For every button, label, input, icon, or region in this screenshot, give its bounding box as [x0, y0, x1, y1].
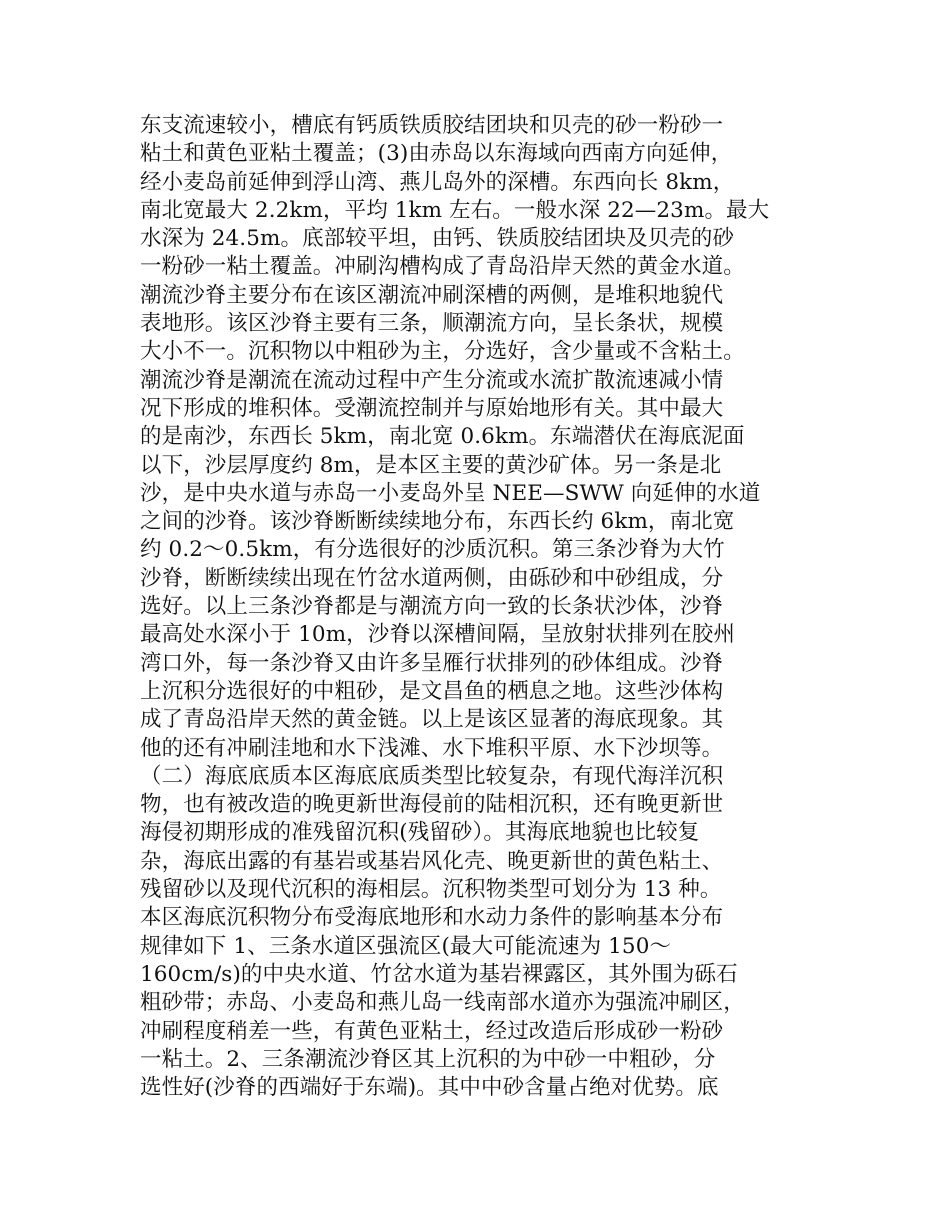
text-line: 表地形。该区沙脊主要有三条，顺潮流方向，呈长条状，规模	[140, 311, 724, 337]
text-line: 大小不一。沉积物以中粗砂为主，分选好，含少量或不含粘土。	[140, 339, 745, 365]
text-line: 沙脊，断断续续出现在竹岔水道两侧，由砾砂和中砂组成，分	[140, 565, 724, 591]
text-line: （二）海底底质本区海底底质类型比较复杂，有现代海洋沉积	[140, 763, 724, 789]
text-line: 一粉砂一粘土覆盖。冲刷沟槽构成了青岛沿岸天然的黄金水道。	[140, 254, 745, 280]
text-line: 残留砂以及现代沉积的海相层。沉积物类型可划分为 13 种。	[140, 877, 722, 903]
text-line: 约 0.2～0.5km，有分选很好的沙质沉积。第三条沙脊为大竹	[140, 537, 725, 563]
text-line: 杂，海底出露的有基岩或基岩风化壳、晚更新世的黄色粘土、	[140, 848, 724, 874]
text-line: 粗砂带；赤岛、小麦岛和燕儿岛一线南部水道亦为强流冲刷区，	[140, 990, 745, 1016]
text-line: 的是南沙，东西长 5km，南北宽 0.6km。东端潜伏在海底泥面	[140, 424, 745, 450]
text-line: 湾口外，每一条沙脊又由许多呈雁行状排列的砂体组成。沙脊	[140, 650, 724, 676]
text-line: 一粘土。2、三条潮流沙脊区其上沉积的为中砂一中粗砂，分	[140, 1046, 716, 1072]
text-line: 经小麦岛前延伸到浮山湾、燕儿岛外的深槽。东西向长 8km，	[140, 169, 735, 195]
body-text	[140, 112, 830, 1102]
text-line: 规律如下 1、三条水道区强流区(最大可能流速为 150～	[140, 933, 672, 959]
text-line: 成了青岛沿岸天然的黄金链。以上是该区显著的海底现象。其	[140, 707, 724, 733]
text-line: 之间的沙脊。该沙脊断断续续地分布，东西长约 6km，南北宽	[140, 509, 735, 535]
text-line: 况下形成的堆积体。受潮流控制并与原始地形有关。其中最大	[140, 395, 724, 421]
text-line: 他的还有冲刷洼地和水下浅滩、水下堆积平原、水下沙坝等。	[140, 735, 724, 761]
text-line: 潮流沙脊主要分布在该区潮流冲刷深槽的两侧，是堆积地貌代	[140, 282, 724, 308]
text-line: 最高处水深小于 10m，沙脊以深槽间隔，呈放射状排列在胶州	[140, 622, 735, 648]
text-line: 冲刷程度稍差一些，有黄色亚粘土，经过改造后形成砂一粉砂	[140, 1018, 724, 1044]
text-line: 东支流速较小，槽底有钙质铁质胶结团块和贝壳的砂一粉砂一	[140, 113, 724, 138]
text-line: 上沉积分选很好的中粗砂，是文昌鱼的栖息之地。这些沙体构	[140, 678, 724, 704]
text-line: 选好。以上三条沙脊都是与潮流方向一致的长条状沙体，沙脊	[140, 594, 724, 620]
text-line: 水深为 24.5m。底部较平坦，由钙、铁质胶结团块及贝壳的砂	[140, 226, 735, 252]
text-line: 沙，是中央水道与赤岛一小麦岛外呈 NEE—SWW 向延伸的水道	[140, 480, 761, 506]
text-line: 粘土和黄色亚粘土覆盖；(3)由赤岛以东海域向西南方向延伸，	[140, 141, 733, 167]
text-line: 160cm/s)的中央水道、竹岔水道为基岩裸露区，其外围为砾石	[140, 961, 738, 987]
text-line: 南北宽最大 2.2km，平均 1km 左右。一般水深 22—23m。最大	[140, 197, 770, 223]
text-line: 选性好(沙脊的西端好于东端)。其中中砂含量占绝对优势。底	[140, 1075, 719, 1101]
text-line: 本区海底沉积物分布受海底地形和水动力条件的影响基本分布	[140, 905, 724, 931]
text-line: 潮流沙脊是潮流在流动过程中产生分流或水流扩散流速减小情	[140, 367, 724, 393]
text-line: 物，也有被改造的晚更新世海侵前的陆相沉积，还有晚更新世	[140, 792, 724, 818]
text-line: 海侵初期形成的准残留沉积(残留砂）。其海底地貌也比较复	[140, 820, 700, 846]
text-line: 以下，沙层厚度约 8m，是本区主要的黄沙矿体。另一条是北	[140, 452, 722, 478]
